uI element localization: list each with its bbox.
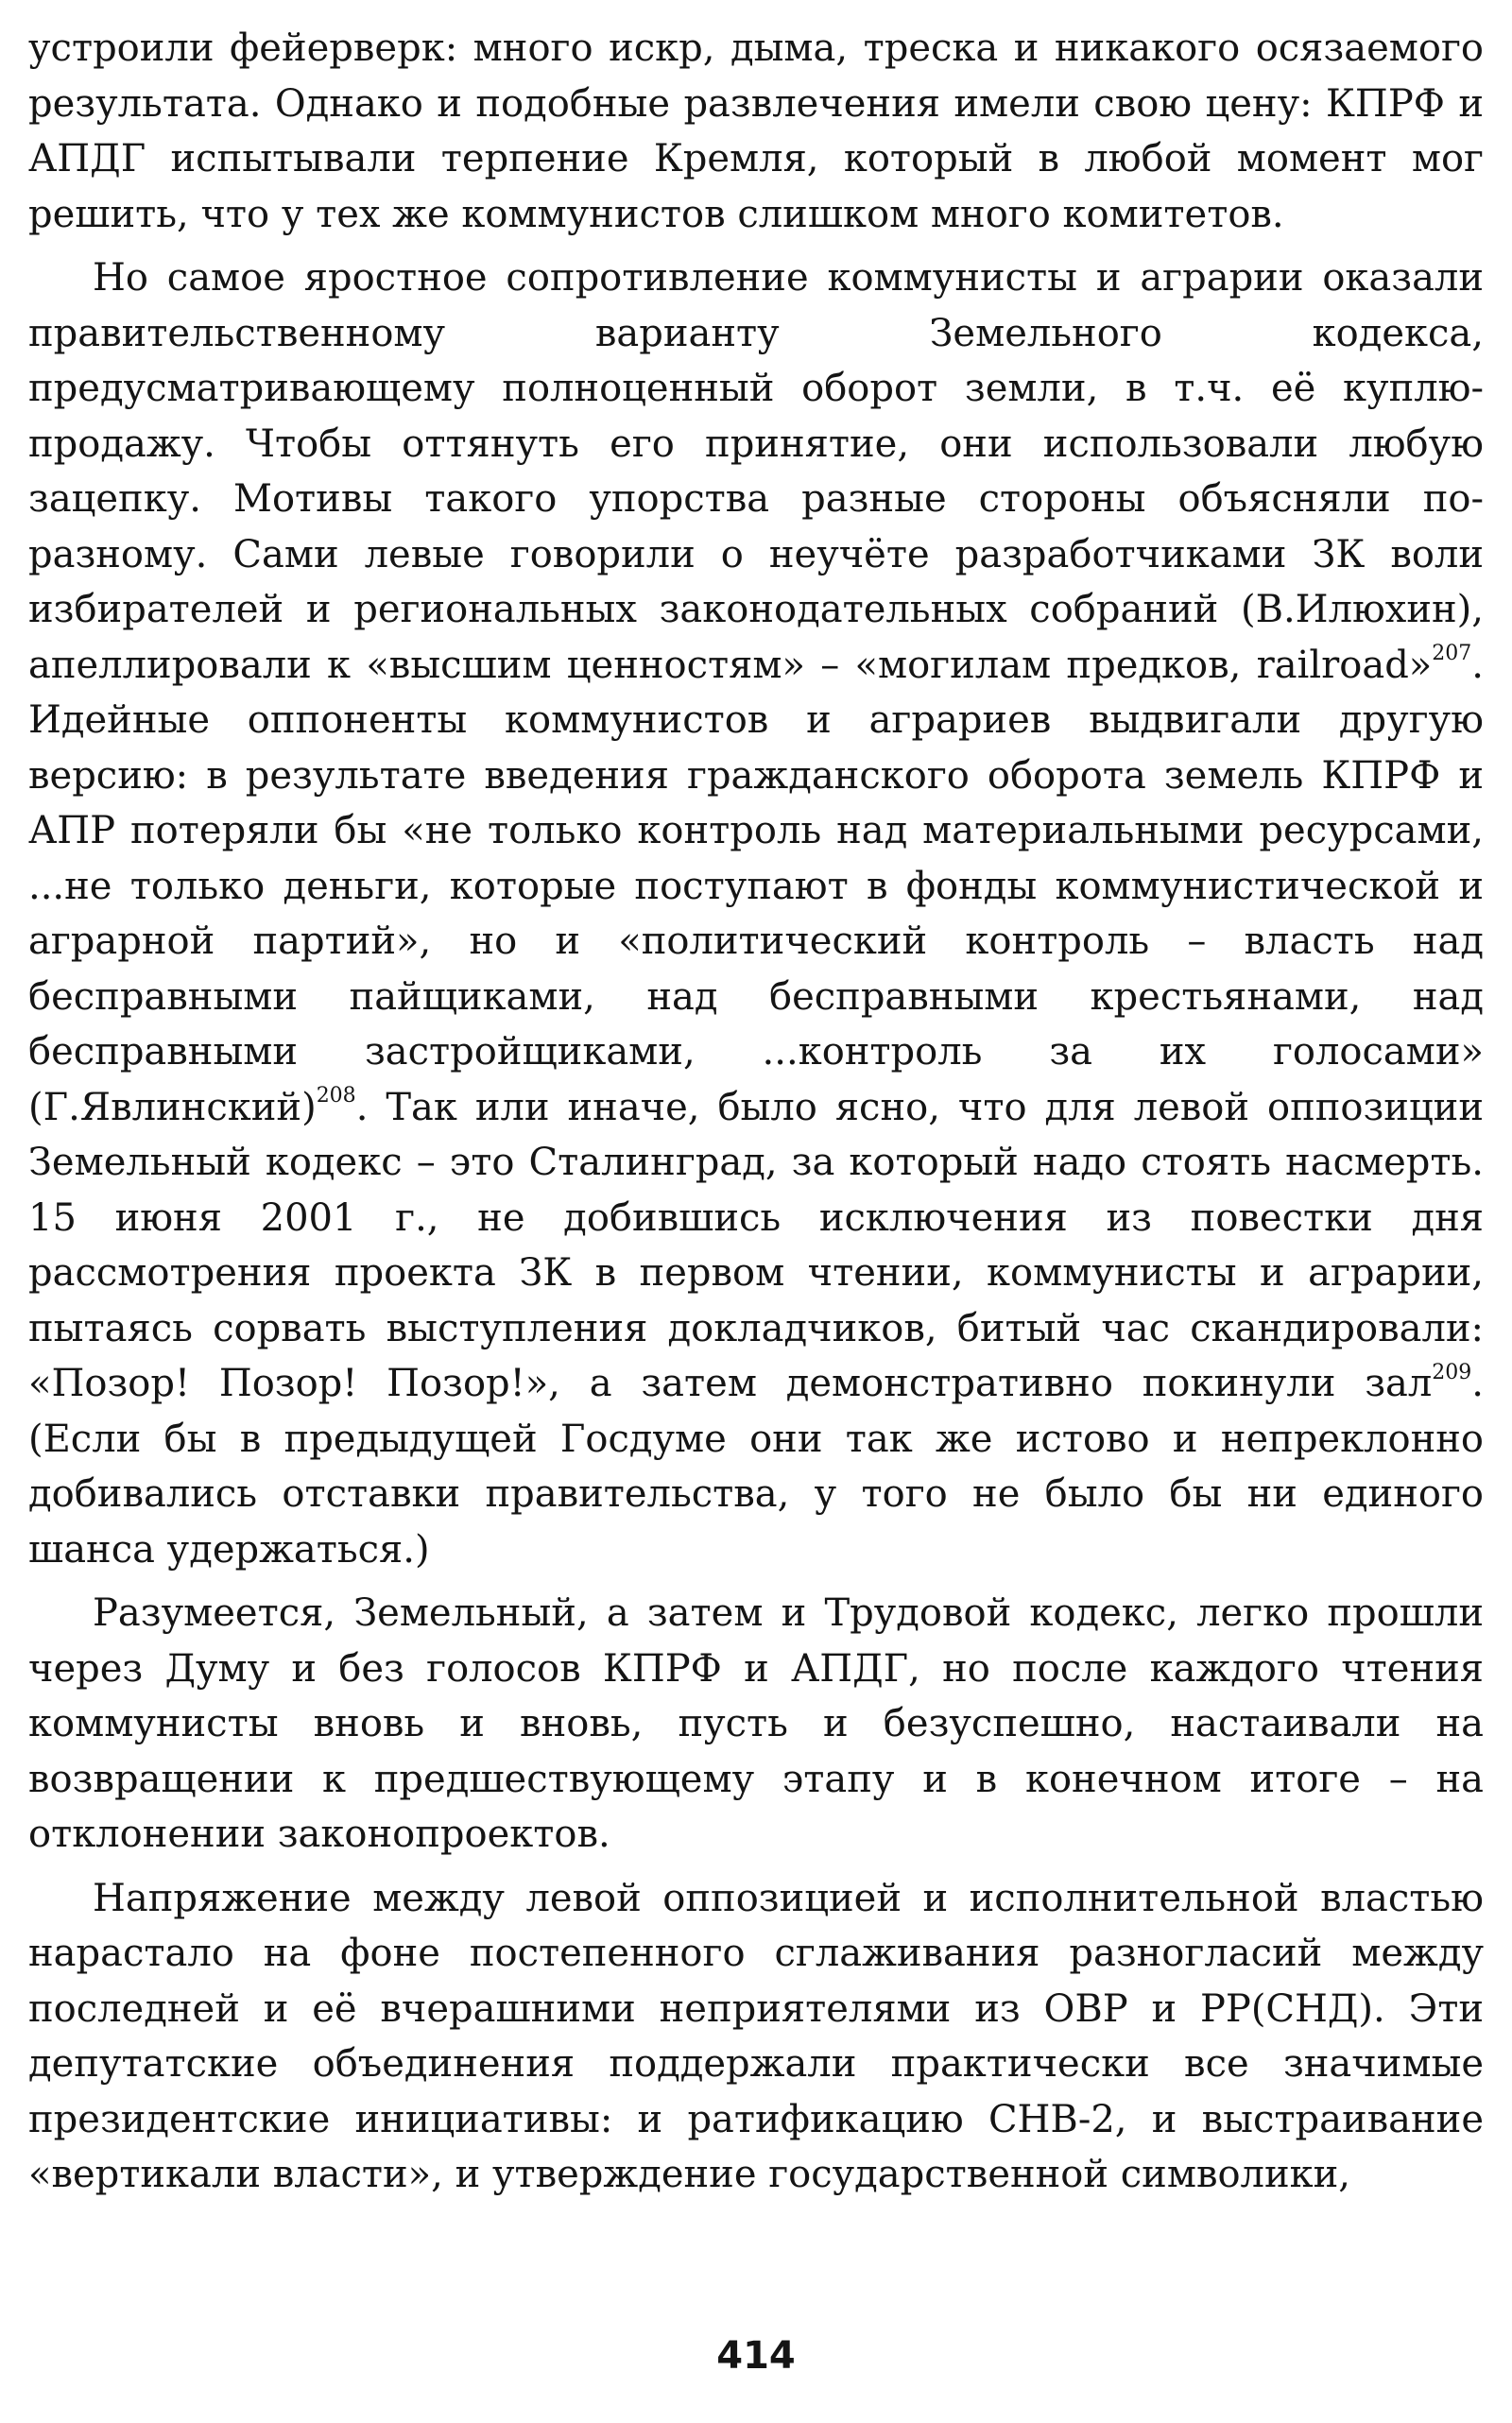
- paragraph-2: [28, 250, 1484, 1577]
- paragraph-4: Напряжение между левой оппозицией и исполнительной властью нарастало на фоне постепенного сглаживания разногласий между последней и её вчерашними неприятелями из ОВР и РР(СНД). Эти депутатские объединения поддержали практически все значимые президентские инициативы: и ратификацию СНВ-2, и выстраивание «вертикали власти», и утверждение государственной символики,: [28, 1876, 1484, 2196]
- paragraph-2-part-b: . Идейные оппоненты коммунистов и аграриев выдвигали другую версию: в результате введения гражданского оборота земель КПРФ и АПР потеряли бы «не только контроль над материальными ресурсами, ...не только деньги, которые поступают в фонды коммунистической и аграрной партий», но и «политический контроль – власть над бесправными пайщиками, над бесправными крестьянами, над бесправными застройщиками, ...контроль за их голосами» (Г.Явлинский): [28, 643, 1484, 1129]
- paragraph-2-part-d: . (Если бы в предыдущей Госдуме они так же истово и непреклонно добивались отставки правительства, у того не было бы ни единого шанса удержаться.): [28, 1362, 1484, 1572]
- footnote-ref-209[interactable]: 209: [1432, 1360, 1472, 1384]
- paragraph-2-part-a: Но самое яростное сопротивление коммунисты и аграрии оказали правительственному варианту Земельного кодекса, предусматривающему полноценный оборот земли, в т.ч. её куплю-продажу. Чтобы оттянуть его принятие, они использовали любую зацепку. Мотивы такого упорства разные стороны объясняли по-разному. Сами левые говорили о неучёте разработчиками ЗК воли избирателей и региональных законодательных собраний (В.Илюхин), апеллировали к «высшим ценностям» – «могилам предков, railroad»: [28, 256, 1484, 687]
- paragraph-2-part-c: . Так или иначе, было ясно, что для левой оппозиции Земельный кодекс – это Сталинград, за который надо стоять насмерть. 15 июня 2001 г., не добившись исключения из повестки дня рассмотрения проекта ЗК в первом чтении, коммунисты и аграрии, пытаясь сорвать выступления докладчиков, битый час скандировали: «Позор! Позор! Позор!», а затем демонстративно покинули зал: [28, 1085, 1484, 1405]
- page-body: [28, 21, 1484, 2211]
- paragraph-1: устроили фейерверк: много искр, дыма, треска и никакого осязаемого результата. Однако и подобные развлечения имели свою цену: КПРФ и АПДГ испытывали терпение Кремля, который в любой момент мог решить, что у тех же коммунистов слишком много комитетов.: [28, 26, 1484, 236]
- paragraph-3: Разумеется, Земельный, а затем и Трудовой кодекс, легко прошли через Думу и без голосов КПРФ и АПДГ, но после каждого чтения коммунисты вновь и вновь, пусть и безуспешно, настаивали на возвращении к предшествующему этапу и в конечном итоге – на отклонении законопроектов.: [28, 1591, 1484, 1856]
- page-number: 414: [716, 2334, 796, 2378]
- footnote-ref-208[interactable]: 208: [316, 1084, 356, 1108]
- footnote-ref-207[interactable]: 207: [1432, 642, 1472, 666]
